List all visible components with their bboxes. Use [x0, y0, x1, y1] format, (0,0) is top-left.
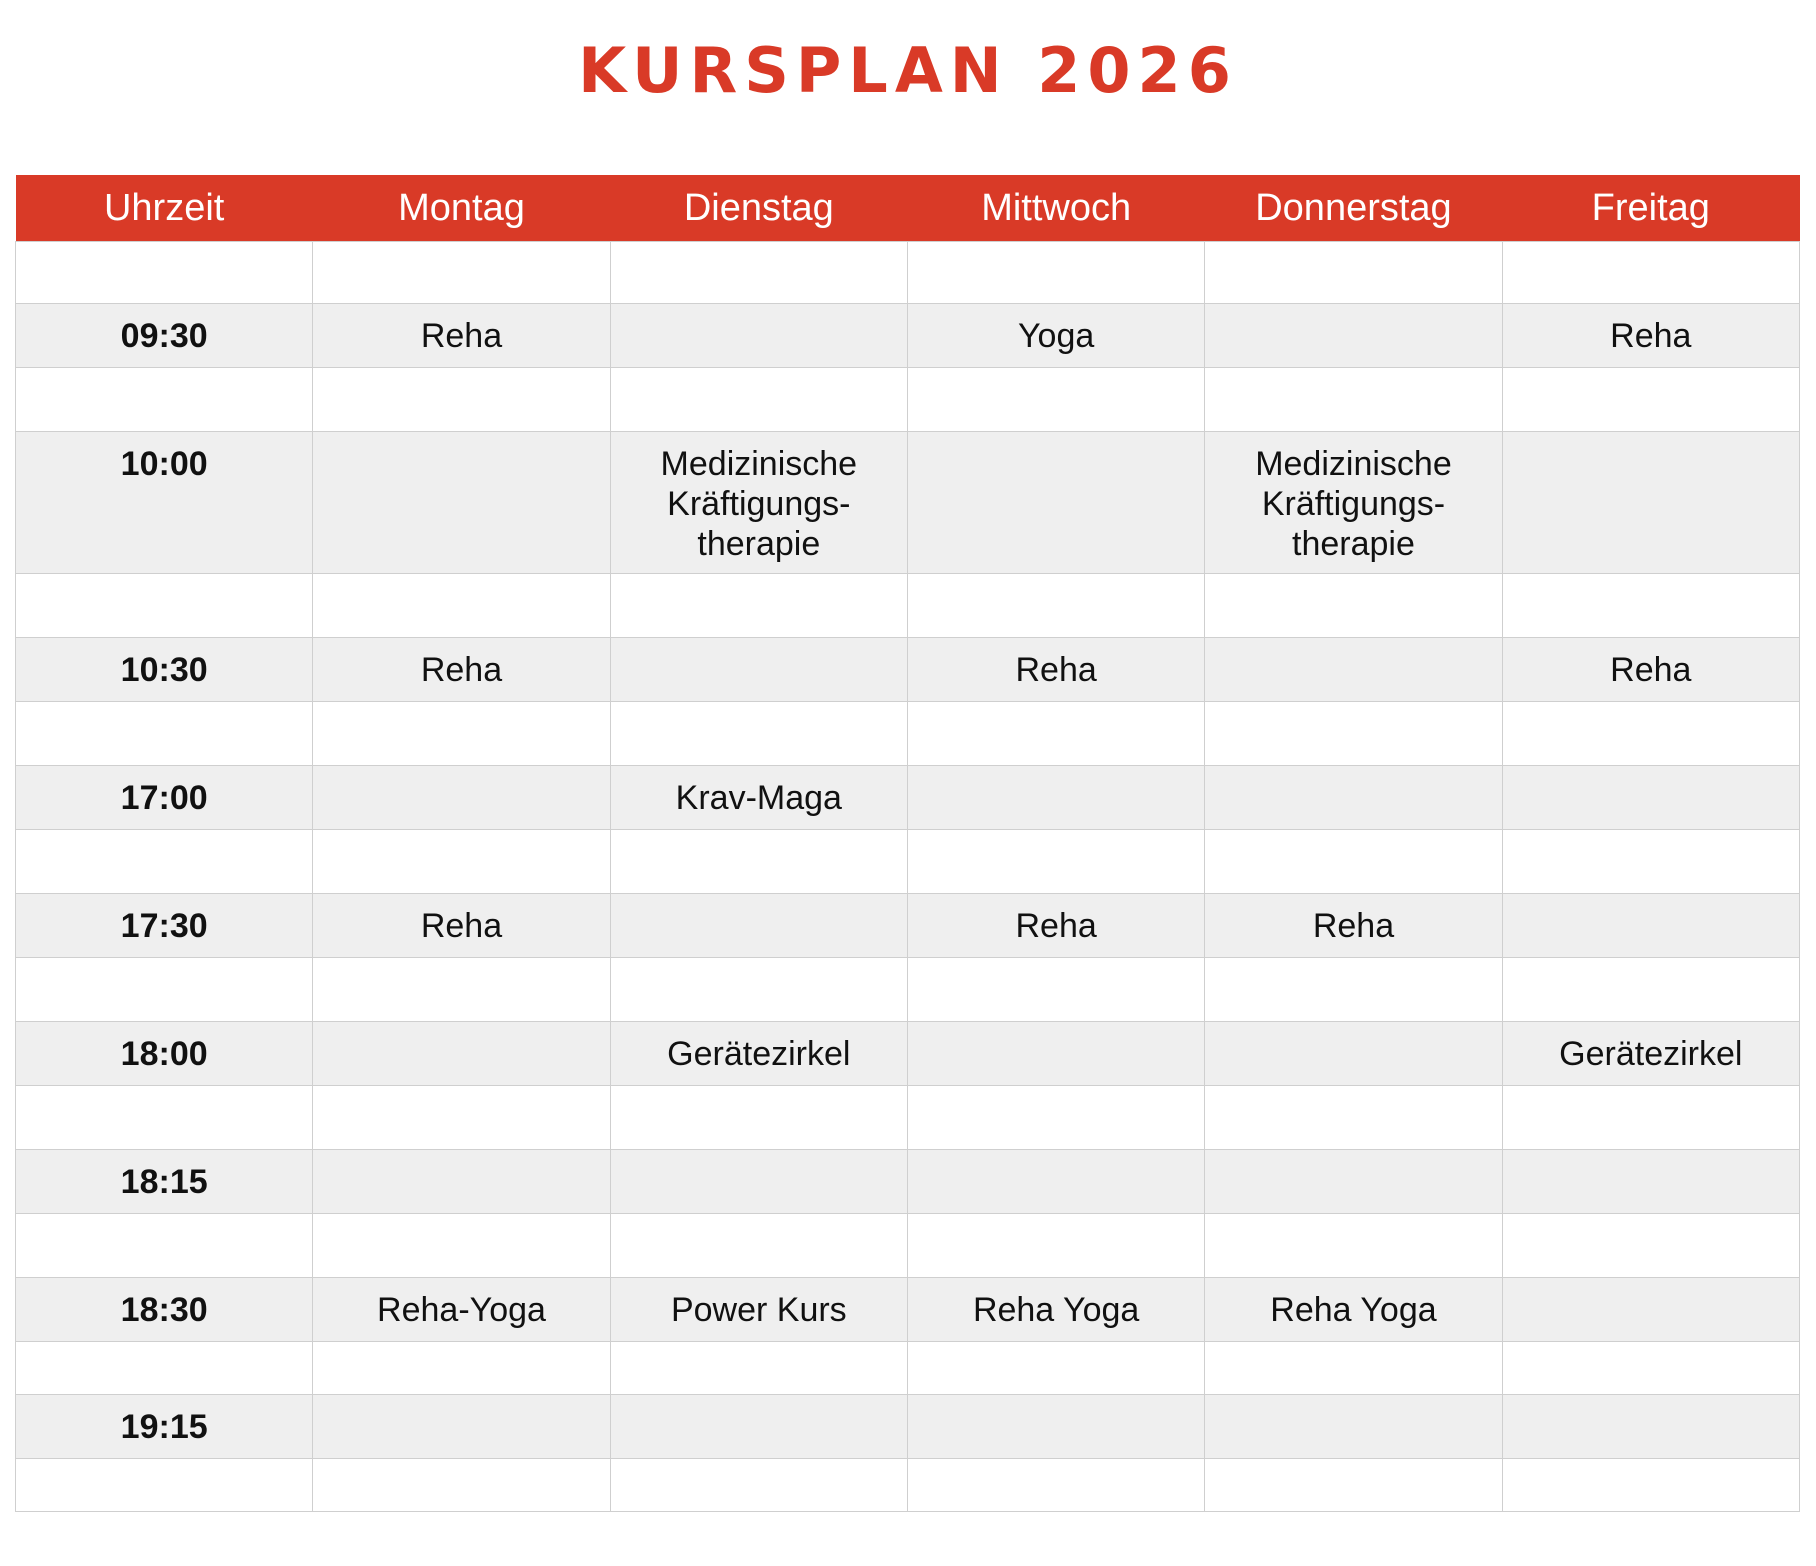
- empty-cell: [1502, 1214, 1799, 1278]
- empty-cell: [16, 1342, 313, 1395]
- course-cell-monday: [313, 1022, 610, 1086]
- empty-cell: [16, 1214, 313, 1278]
- course-cell-monday: Reha: [313, 894, 610, 958]
- course-cell-tuesday: [610, 1395, 907, 1459]
- empty-cell: [1205, 830, 1502, 894]
- time-slot-row: [16, 766, 1800, 830]
- empty-cell: [907, 574, 1204, 638]
- empty-cell: [1205, 574, 1502, 638]
- course-cell-wednesday: Reha: [907, 638, 1204, 702]
- time-cell: 17:00: [16, 766, 313, 830]
- column-header-tuesday: Dienstag: [610, 175, 907, 242]
- spacer-row: [16, 574, 1800, 638]
- empty-cell: [1502, 368, 1799, 432]
- empty-cell: [907, 830, 1204, 894]
- empty-cell: [313, 1342, 610, 1395]
- course-cell-monday: [313, 1150, 610, 1214]
- empty-cell: [907, 702, 1204, 766]
- empty-cell: [907, 1342, 1204, 1395]
- empty-cell: [1502, 1086, 1799, 1150]
- empty-cell: [313, 574, 610, 638]
- time-slot-row: [16, 894, 1800, 958]
- empty-cell: [313, 242, 610, 304]
- empty-cell: [16, 958, 313, 1022]
- time-cell: 17:30: [16, 894, 313, 958]
- course-cell-thursday: [1205, 766, 1502, 830]
- course-cell-wednesday: [907, 1022, 1204, 1086]
- empty-cell: [16, 574, 313, 638]
- empty-cell: [1502, 830, 1799, 894]
- empty-cell: [907, 1086, 1204, 1150]
- course-cell-monday: Reha: [313, 304, 610, 368]
- empty-cell: [313, 1459, 610, 1512]
- course-cell-monday: [313, 766, 610, 830]
- empty-cell: [610, 368, 907, 432]
- spacer-row: [16, 242, 1800, 304]
- course-cell-friday: Reha: [1502, 304, 1799, 368]
- course-cell-wednesday: [907, 432, 1204, 574]
- time-slot-row: [16, 1022, 1800, 1086]
- empty-cell: [907, 242, 1204, 304]
- time-cell: 10:30: [16, 638, 313, 702]
- course-cell-thursday: [1205, 1150, 1502, 1214]
- empty-cell: [610, 702, 907, 766]
- empty-cell: [16, 242, 313, 304]
- course-cell-thursday: Reha Yoga: [1205, 1278, 1502, 1342]
- empty-cell: [1205, 958, 1502, 1022]
- page-title: KURSPLAN 2026: [578, 34, 1238, 107]
- empty-cell: [1205, 1086, 1502, 1150]
- course-cell-tuesday: [610, 638, 907, 702]
- course-name: Medizinische Kräftigungs- therapie: [1255, 445, 1452, 563]
- empty-cell: [1205, 1459, 1502, 1512]
- course-cell-monday: [313, 1395, 610, 1459]
- column-header-time: Uhrzeit: [16, 175, 313, 242]
- course-cell-friday: [1502, 1278, 1799, 1342]
- empty-cell: [1205, 702, 1502, 766]
- course-cell-tuesday: [610, 304, 907, 368]
- time-cell: 10:00: [16, 432, 313, 574]
- empty-cell: [1502, 1342, 1799, 1395]
- empty-cell: [313, 1214, 610, 1278]
- empty-cell: [16, 368, 313, 432]
- course-cell-tuesday: [610, 432, 907, 574]
- empty-cell: [16, 1086, 313, 1150]
- course-cell-wednesday: [907, 1395, 1204, 1459]
- empty-cell: [610, 1214, 907, 1278]
- empty-cell: [16, 830, 313, 894]
- empty-cell: [610, 1086, 907, 1150]
- course-cell-friday: [1502, 894, 1799, 958]
- empty-cell: [313, 830, 610, 894]
- column-header-wednesday: Mittwoch: [907, 175, 1204, 242]
- course-cell-wednesday: Reha Yoga: [907, 1278, 1204, 1342]
- course-cell-tuesday: Krav-Maga: [610, 766, 907, 830]
- course-cell-friday: [1502, 1395, 1799, 1459]
- empty-cell: [1502, 242, 1799, 304]
- course-cell-tuesday: [610, 1150, 907, 1214]
- course-cell-friday: [1502, 1150, 1799, 1214]
- empty-cell: [907, 368, 1204, 432]
- spacer-row: [16, 1214, 1800, 1278]
- course-cell-wednesday: [907, 766, 1204, 830]
- course-cell-wednesday: [907, 1150, 1204, 1214]
- empty-cell: [610, 242, 907, 304]
- course-cell-thursday: [1205, 304, 1502, 368]
- empty-cell: [313, 702, 610, 766]
- spacer-row: [16, 1086, 1800, 1150]
- spacer-row: [16, 1342, 1800, 1395]
- empty-cell: [610, 574, 907, 638]
- empty-cell: [1205, 1342, 1502, 1395]
- empty-cell: [1502, 702, 1799, 766]
- course-cell-tuesday: Gerätezirkel: [610, 1022, 907, 1086]
- course-cell-thursday: [1205, 638, 1502, 702]
- course-cell-thursday: Reha: [1205, 894, 1502, 958]
- schedule-table: [15, 175, 1800, 1512]
- empty-cell: [907, 1459, 1204, 1512]
- time-cell: 19:15: [16, 1395, 313, 1459]
- column-header-thursday: Donnerstag: [1205, 175, 1502, 242]
- spacer-row: [16, 368, 1800, 432]
- time-cell: 18:00: [16, 1022, 313, 1086]
- time-slot-row: [16, 1150, 1800, 1214]
- course-cell-tuesday: Power Kurs: [610, 1278, 907, 1342]
- course-cell-monday: Reha: [313, 638, 610, 702]
- empty-cell: [907, 1214, 1204, 1278]
- course-cell-friday: [1502, 432, 1799, 574]
- empty-cell: [1502, 1459, 1799, 1512]
- course-cell-monday: [313, 432, 610, 574]
- empty-cell: [610, 958, 907, 1022]
- empty-cell: [1205, 1214, 1502, 1278]
- course-cell-monday: Reha-Yoga: [313, 1278, 610, 1342]
- course-cell-thursday: [1205, 1022, 1502, 1086]
- time-cell: 18:15: [16, 1150, 313, 1214]
- course-name: Medizinische Kräftigungs- therapie: [660, 445, 858, 563]
- empty-cell: [313, 1086, 610, 1150]
- course-cell-wednesday: Reha: [907, 894, 1204, 958]
- course-cell-thursday: [1205, 1395, 1502, 1459]
- column-header-monday: Montag: [313, 175, 610, 242]
- course-cell-friday: [1502, 766, 1799, 830]
- empty-cell: [1502, 574, 1799, 638]
- spacer-row: [16, 958, 1800, 1022]
- empty-cell: [907, 958, 1204, 1022]
- time-slot-row: [16, 1278, 1800, 1342]
- time-slot-row: [16, 304, 1800, 368]
- empty-cell: [1502, 958, 1799, 1022]
- empty-cell: [610, 830, 907, 894]
- empty-cell: [16, 702, 313, 766]
- time-slot-row: [16, 1395, 1800, 1459]
- time-slot-row: [16, 638, 1800, 702]
- course-cell-thursday: [1205, 432, 1502, 574]
- spacer-row: [16, 830, 1800, 894]
- empty-cell: [16, 1459, 313, 1512]
- course-cell-friday: Reha: [1502, 638, 1799, 702]
- time-cell: 09:30: [16, 304, 313, 368]
- column-header-friday: Freitag: [1502, 175, 1799, 242]
- course-cell-wednesday: Yoga: [907, 304, 1204, 368]
- empty-cell: [1205, 242, 1502, 304]
- empty-cell: [610, 1459, 907, 1512]
- spacer-row: [16, 702, 1800, 766]
- empty-cell: [313, 958, 610, 1022]
- spacer-row: [16, 1459, 1800, 1512]
- time-cell: 18:30: [16, 1278, 313, 1342]
- course-cell-tuesday: [610, 894, 907, 958]
- empty-cell: [1205, 368, 1502, 432]
- time-slot-row: [16, 432, 1800, 574]
- header-row: [16, 175, 1800, 242]
- empty-cell: [610, 1342, 907, 1395]
- course-cell-friday: Gerätezirkel: [1502, 1022, 1799, 1086]
- empty-cell: [313, 368, 610, 432]
